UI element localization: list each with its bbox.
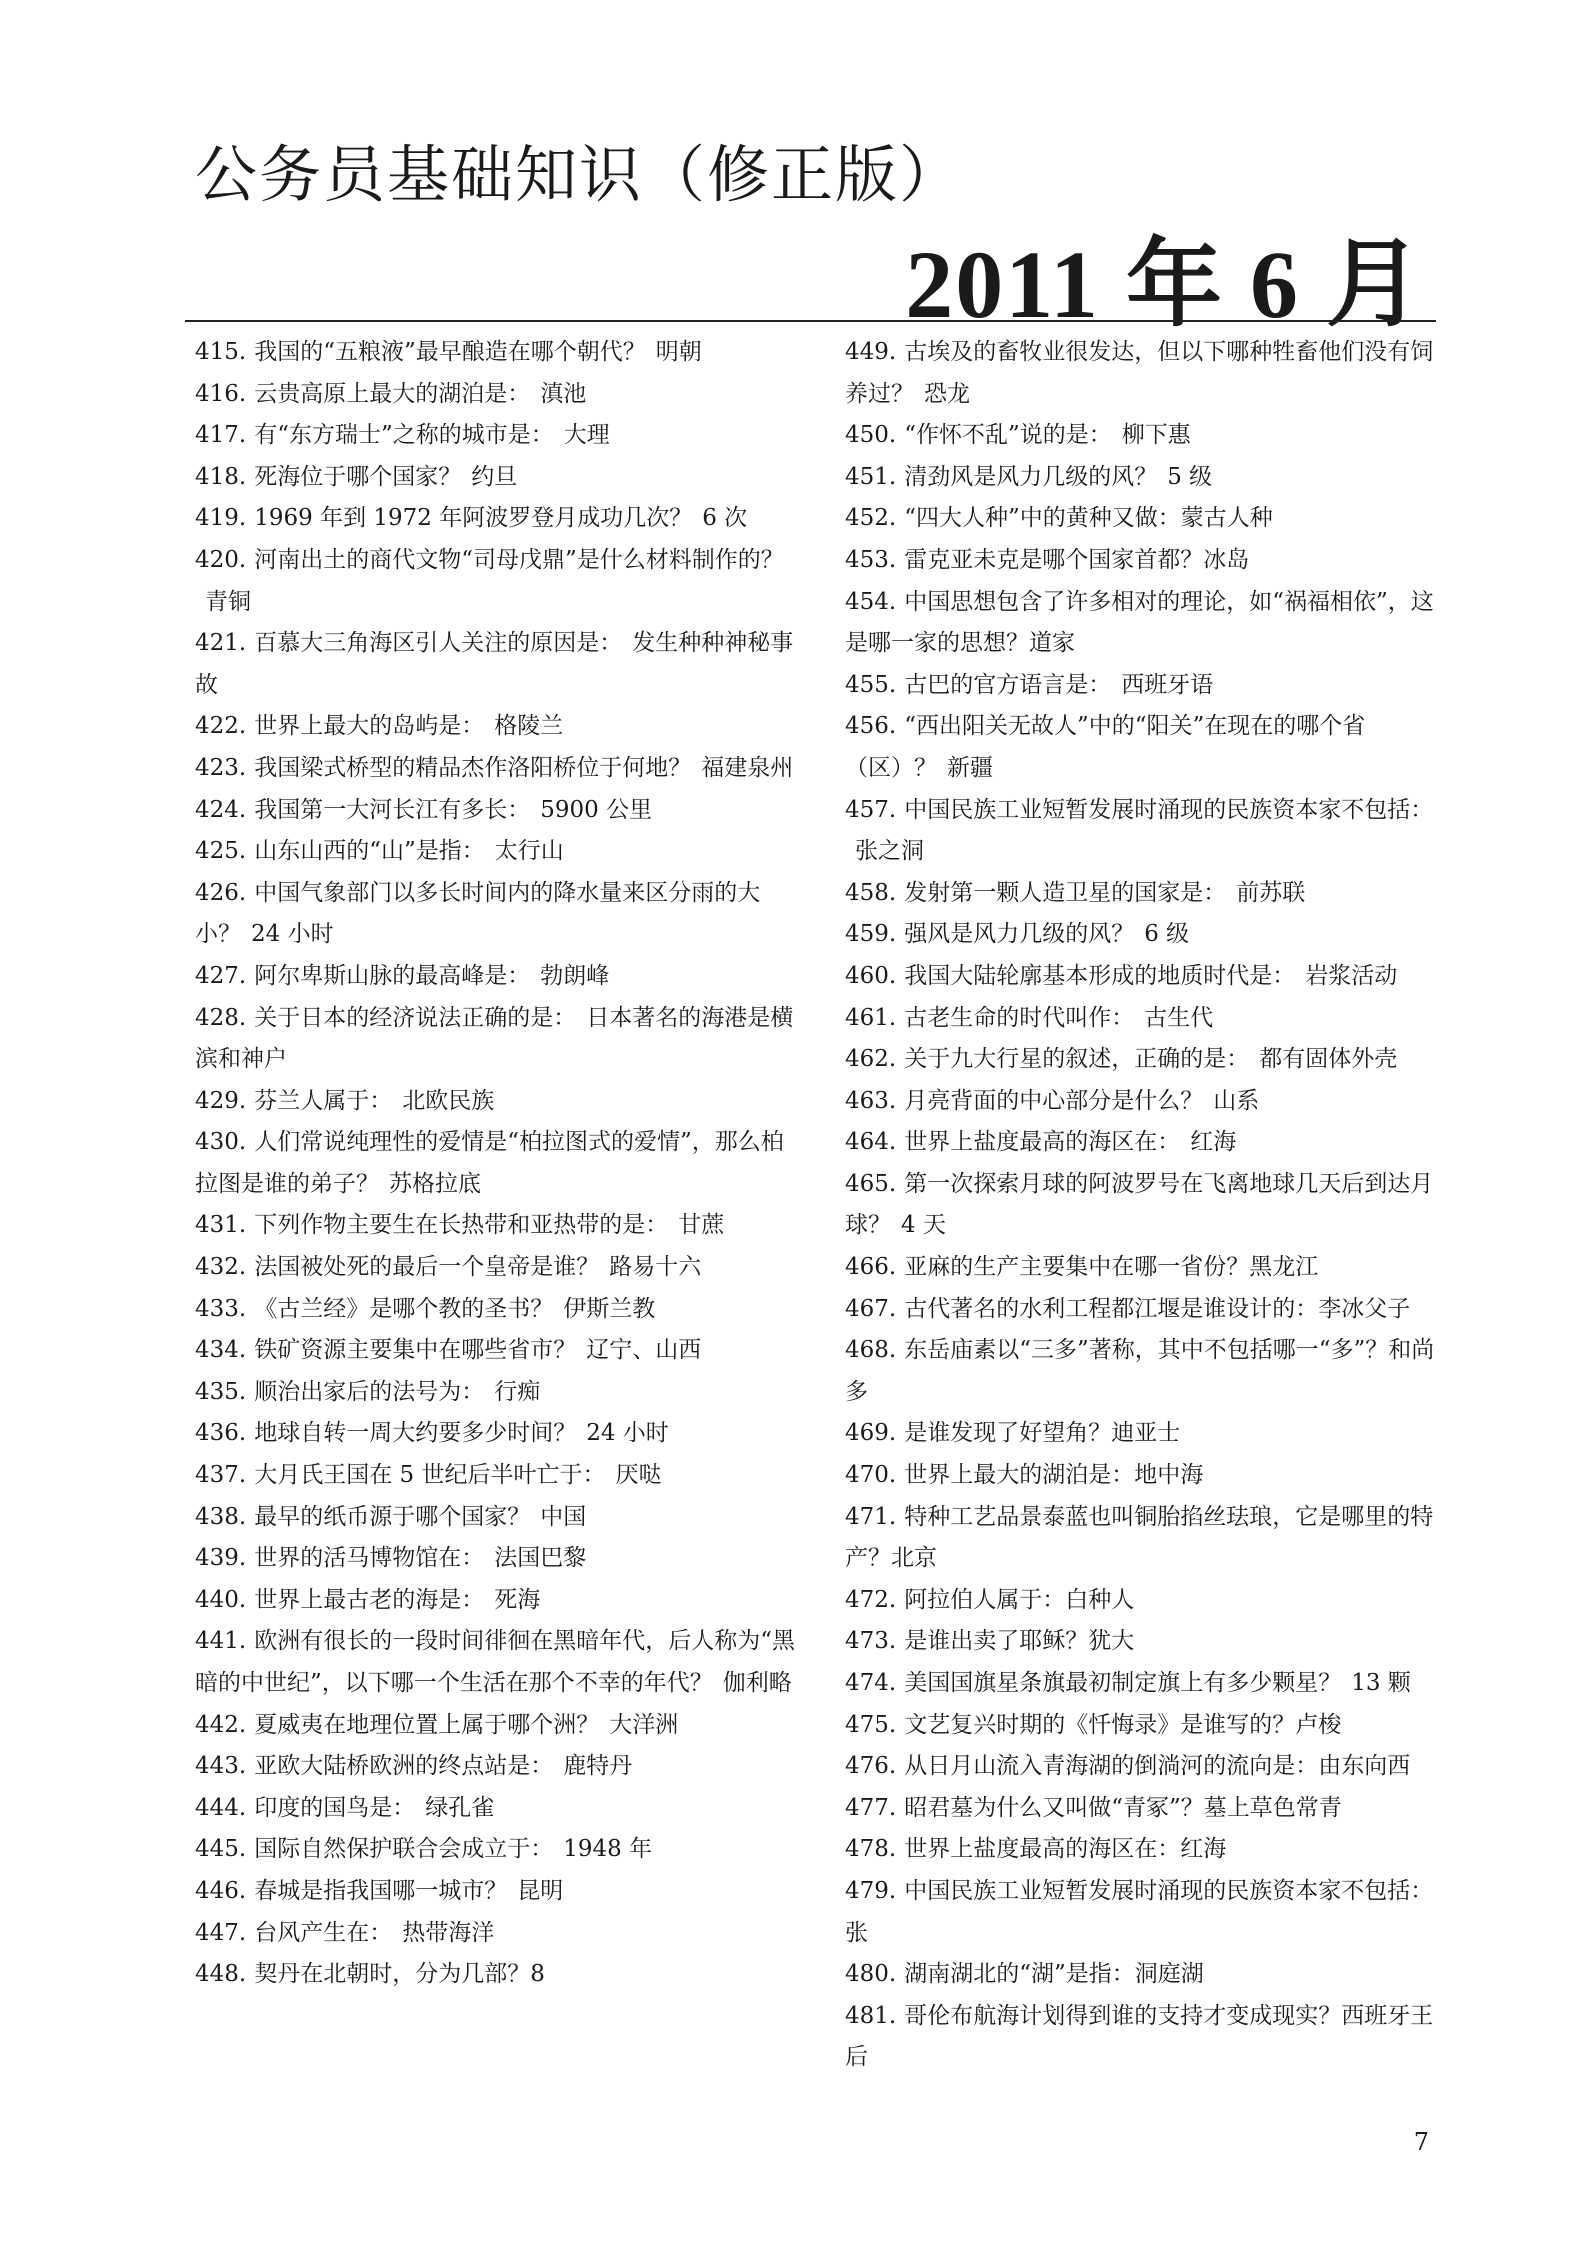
question-text: 月亮背面的中心部分是什么？: [904, 1087, 1204, 1114]
answer-text: 法国巴黎: [494, 1545, 587, 1572]
question-item: [195, 457, 795, 499]
question-item: [195, 1871, 795, 1913]
question-number: 472.: [845, 1586, 897, 1613]
answer-text: 绿孔雀: [425, 1794, 495, 1821]
question-text: “作怀不乱”说的是：: [904, 422, 1112, 449]
question-text: 我国的“五粮液”最早酿造在哪个朝代？: [254, 339, 646, 365]
question-item: [845, 1788, 1445, 1830]
question-number: 477.: [845, 1794, 897, 1821]
question-text: 芬兰人属于：: [254, 1087, 393, 1114]
question-number: 468.: [845, 1337, 897, 1364]
question-item: [845, 1122, 1445, 1164]
question-item: [195, 1247, 795, 1289]
question-text: 第一次探索月球的阿波罗号在飞离地球几天后到达月球？: [845, 1170, 1434, 1239]
question-text: 阿拉伯人属于：白种人: [904, 1586, 1135, 1613]
answer-text: 24 小时: [586, 1420, 669, 1447]
question-number: 450.: [845, 422, 897, 449]
question-item: [195, 1122, 795, 1205]
answer-text: 恐龙: [924, 380, 970, 407]
question-text: 台风产生在：: [254, 1919, 393, 1946]
question-item: [845, 1954, 1445, 1996]
question-number: 481.: [845, 2002, 897, 2029]
question-item: [845, 1289, 1445, 1331]
question-number: 423.: [195, 754, 247, 781]
question-item: [195, 623, 795, 706]
question-number: 471.: [845, 1503, 897, 1530]
question-text: 下列作物主要生在长热带和亚热带的是：: [254, 1212, 669, 1239]
answer-text: 滇池: [540, 380, 587, 407]
question-item: [195, 374, 795, 416]
question-item: [195, 1455, 795, 1497]
answer-text: 张之洞: [855, 838, 924, 865]
question-text: 中国民族工业短暂发展时涌现的民族资本家不包括：: [904, 796, 1434, 823]
question-number: 469.: [845, 1420, 897, 1447]
question-number: 420.: [195, 546, 247, 573]
question-number: 426.: [195, 879, 247, 906]
question-number: 419.: [195, 505, 247, 532]
question-text: 春城是指我国哪一城市？: [254, 1877, 508, 1904]
answer-text: 苏格拉底: [389, 1170, 481, 1197]
question-text: 亚欧大陆桥欧洲的终点站是：: [254, 1753, 554, 1780]
question-number: 446.: [195, 1877, 247, 1904]
question-text: 我国第一大河长江有多长：: [254, 796, 531, 823]
question-number: 455.: [845, 671, 897, 698]
answer-text: 古生代: [1144, 1004, 1214, 1031]
question-item: [845, 1497, 1445, 1580]
answer-text: 新疆: [947, 754, 993, 781]
question-text: 法国被处死的最后一个皇帝是谁？: [254, 1254, 600, 1281]
question-number: 432.: [195, 1254, 247, 1281]
question-text: 古代著名的水利工程都江堰是谁设计的：李冰父子: [904, 1295, 1411, 1322]
question-item: [195, 956, 795, 998]
answer-text: 伽利略: [722, 1670, 792, 1696]
question-item: [845, 956, 1445, 998]
question-item: [195, 1913, 795, 1955]
question-item: [845, 1164, 1445, 1247]
answer-text: 明朝: [655, 339, 702, 365]
question-number: 478.: [845, 1836, 897, 1863]
question-text: 中国气象部门以多长时间内的降水量来区分雨的大小？: [195, 879, 761, 948]
answer-text: 都有固体外壳: [1259, 1046, 1398, 1073]
question-number: 422.: [195, 713, 247, 740]
question-number: 437.: [195, 1462, 247, 1489]
question-item: [845, 1621, 1445, 1663]
question-number: 445.: [195, 1836, 247, 1863]
question-item: [195, 1289, 795, 1331]
answer-text: 甘蔗: [678, 1212, 725, 1239]
question-item: [845, 332, 1445, 415]
question-text: 印度的国鸟是：: [254, 1794, 416, 1821]
question-item: [845, 1455, 1445, 1497]
document-title: 公务员基础知识（修正版）: [195, 138, 964, 211]
answer-text: 中国: [540, 1503, 587, 1530]
answer-text: 6 次: [702, 505, 748, 532]
question-item: [845, 873, 1445, 915]
question-number: 417.: [195, 422, 247, 449]
question-text: 特种工艺品景泰蓝也叫铜胎掐丝珐琅，它是哪里的特产？北京: [845, 1503, 1434, 1572]
question-item: [845, 1081, 1445, 1123]
question-text: 世界上盐度最高的海区在：: [904, 1129, 1181, 1156]
question-number: 456.: [845, 713, 897, 740]
question-number: 433.: [195, 1295, 247, 1322]
question-item: [845, 914, 1445, 956]
answer-text: 太行山: [494, 838, 564, 865]
question-number: 475.: [845, 1711, 897, 1738]
answer-text: 辽宁、山西: [586, 1337, 702, 1364]
question-number: 436.: [195, 1420, 247, 1447]
question-number: 452.: [845, 505, 897, 532]
question-item: [195, 1621, 795, 1704]
question-item: [845, 498, 1445, 540]
question-number: 435.: [195, 1378, 247, 1405]
question-number: 459.: [845, 921, 897, 948]
question-text: 契丹在北朝时，分为几部？8: [254, 1961, 545, 1988]
question-number: 440.: [195, 1586, 247, 1613]
question-text: 国际自然保护联合会成立于：: [254, 1836, 554, 1863]
document-date: 2011 年 6 月: [905, 231, 1424, 338]
question-number: 451.: [845, 463, 897, 490]
answer-text: 发生种种神秘事故: [195, 630, 794, 698]
question-number: 458.: [845, 879, 897, 906]
question-number: 462.: [845, 1046, 897, 1073]
question-text: 地球自转一周大约要多少时间？: [254, 1420, 577, 1447]
question-number: 424.: [195, 796, 247, 823]
question-item: [195, 1081, 795, 1123]
question-item: [845, 1996, 1445, 2079]
answer-text: 岩浆活动: [1305, 962, 1398, 989]
question-text: 古老生命的时代叫作：: [904, 1004, 1135, 1031]
answer-text: 伊斯兰教: [563, 1295, 656, 1322]
question-item: [195, 706, 795, 748]
question-number: 425.: [195, 838, 247, 865]
question-text: 世界上最大的湖泊是：地中海: [904, 1462, 1204, 1489]
answer-text: 1948 年: [563, 1836, 653, 1863]
question-item: [845, 457, 1445, 499]
question-text: 昭君墓为什么又叫做“青冢”？墓上草色常青: [904, 1794, 1342, 1821]
question-text: 古巴的官方语言是：: [904, 671, 1112, 698]
answer-text: 大洋洲: [609, 1711, 679, 1738]
question-text: 中国民族工业短暂发展时涌现的民族资本家不包括：张: [845, 1877, 1434, 1946]
question-number: 416.: [195, 380, 247, 407]
question-number: 418.: [195, 463, 247, 490]
question-text: 《古兰经》是哪个教的圣书？: [254, 1295, 554, 1322]
question-number: 457.: [845, 796, 897, 823]
question-text: 是谁发现了好望角？迪亚士: [904, 1420, 1181, 1447]
question-item: [195, 540, 795, 623]
answer-text: 厌哒: [615, 1462, 662, 1489]
question-number: 439.: [195, 1545, 247, 1572]
question-text: 1969 年到 1972 年阿波罗登月成功几次？: [254, 505, 693, 532]
question-number: 431.: [195, 1212, 247, 1239]
question-item: [845, 790, 1445, 873]
question-item: [195, 1205, 795, 1247]
question-item: [195, 1538, 795, 1580]
question-number: 474.: [845, 1670, 897, 1696]
answer-text: 鹿特丹: [563, 1753, 633, 1780]
question-item: [195, 790, 795, 832]
answer-text: 青铜: [205, 588, 251, 615]
question-item: [845, 1580, 1445, 1622]
question-text: 东岳庙素以“三多”著称，其中不包括哪一“多”？和尚多: [845, 1337, 1435, 1405]
answer-text: 约旦: [471, 463, 518, 490]
answer-text: 5 级: [1167, 463, 1213, 490]
answer-text: 5900 公里: [540, 796, 653, 823]
question-text: 湖南湖北的“湖”是指：洞庭湖: [904, 1961, 1204, 1988]
question-number: 447.: [195, 1919, 247, 1946]
question-item: [195, 873, 795, 956]
question-text: 发射第一颗人造卫星的国家是：: [904, 879, 1227, 906]
answer-text: 前苏联: [1236, 879, 1306, 906]
question-item: [845, 1871, 1445, 1954]
question-item: [195, 1705, 795, 1747]
question-item: [845, 1039, 1445, 1081]
question-number: 438.: [195, 1503, 247, 1530]
question-number: 442.: [195, 1711, 247, 1738]
answer-text: 格陵兰: [494, 713, 564, 740]
question-number: 467.: [845, 1295, 897, 1322]
question-number: 441.: [195, 1628, 247, 1655]
question-item: [195, 415, 795, 457]
question-item: [195, 1330, 795, 1372]
question-text: 夏威夷在地理位置上属于哪个洲？: [254, 1711, 600, 1738]
question-item: [195, 1954, 795, 1996]
question-item: [845, 1746, 1445, 1788]
question-item: [845, 540, 1445, 582]
question-number: 454.: [845, 588, 897, 615]
answer-text: 6 级: [1144, 921, 1190, 948]
question-number: 460.: [845, 962, 897, 989]
question-item: [845, 1829, 1445, 1871]
answer-text: 勃朗峰: [540, 962, 610, 989]
question-item: [845, 706, 1445, 789]
question-text: 我国大陆轮廓基本形成的地质时代是：: [904, 962, 1296, 989]
question-text: 大月氏王国在 5 世纪后半叶亡于：: [254, 1462, 606, 1489]
question-text: 雷克亚未克是哪个国家首都？冰岛: [904, 546, 1250, 573]
question-text: 古埃及的畜牧业很发达，但以下哪种牲畜他们没有饲养过？: [845, 339, 1434, 407]
question-number: 464.: [845, 1129, 897, 1156]
question-text: 山东山西的“山”是指：: [254, 838, 485, 865]
question-number: 473.: [845, 1628, 897, 1655]
answer-text: 山系: [1213, 1087, 1260, 1114]
question-text: 美国国旗星条旗最初制定旗上有多少颗星？: [904, 1670, 1342, 1696]
question-number: 415.: [195, 339, 247, 365]
question-item: [195, 1829, 795, 1871]
question-number: 476.: [845, 1753, 897, 1780]
question-number: 430.: [195, 1129, 247, 1156]
question-number: 444.: [195, 1794, 247, 1821]
question-text: 河南出土的商代文物“司母戊鼎”是什么材料制作的？: [254, 546, 784, 573]
question-text: 强风是风力几级的风？: [904, 921, 1135, 948]
question-item: [845, 415, 1445, 457]
question-number: 461.: [845, 1004, 897, 1031]
question-text: 死海位于哪个国家？: [254, 463, 462, 490]
question-text: 是谁出卖了耶稣？犹大: [904, 1628, 1135, 1655]
answer-text: 大理: [563, 422, 610, 449]
question-number: 427.: [195, 962, 247, 989]
question-number: 434.: [195, 1337, 247, 1364]
answer-text: 柳下惠: [1121, 422, 1191, 449]
question-text: 文艺复兴时期的《忏悔录》是谁写的？卢梭: [904, 1711, 1342, 1738]
question-text: 铁矿资源主要集中在哪些省市？: [254, 1337, 577, 1364]
question-text: 关于九大行星的叙述，正确的是：: [904, 1046, 1250, 1073]
question-number: 466.: [845, 1254, 897, 1281]
question-item: [845, 665, 1445, 707]
question-text: 我国梁式桥型的精品杰作洛阳桥位于何地？: [254, 754, 692, 781]
question-item: [845, 582, 1445, 665]
question-item: [195, 831, 795, 873]
question-text: 顺治出家后的法号为：: [254, 1378, 485, 1405]
answer-text: 红海: [1190, 1129, 1237, 1156]
question-number: 470.: [845, 1462, 897, 1489]
answer-text: 北欧民族: [402, 1087, 495, 1114]
question-text: 欧洲有很长的一段时间徘徊在黑暗年代，后人称为“黑暗的中世纪”，以下哪一个生活在那个不幸的年代？: [195, 1628, 795, 1696]
answer-text: 路易十六: [609, 1254, 702, 1281]
question-columns: [195, 332, 1445, 2079]
page-number: 7: [1413, 2128, 1429, 2156]
question-text: 世界上最大的岛屿是：: [254, 713, 485, 740]
question-text: 亚麻的生产主要集中在哪一省份？黑龙江: [904, 1254, 1319, 1281]
answer-text: 死海: [494, 1586, 541, 1613]
question-item: [845, 1413, 1445, 1455]
right-column: [845, 332, 1445, 2079]
question-number: 443.: [195, 1753, 247, 1780]
question-text: 云贵高原上最大的湖泊是：: [254, 380, 531, 407]
question-number: 421.: [195, 630, 247, 657]
left-column: [195, 332, 795, 2079]
answer-text: 福建泉州: [701, 754, 794, 781]
question-text: 有“东方瑞士”之称的城市是：: [254, 422, 554, 449]
question-item: [195, 1497, 795, 1539]
question-text: 世界上盐度最高的海区在：红海: [904, 1836, 1227, 1863]
question-text: 关于日本的经济说法正确的是：: [254, 1004, 577, 1031]
question-item: [195, 498, 795, 540]
question-number: 465.: [845, 1170, 897, 1197]
answer-text: 日本著名的海港是横滨和神户: [195, 1004, 794, 1073]
question-text: 清劲风是风力几级的风？: [904, 463, 1158, 490]
question-text: 百慕大三角海区引人关注的原因是：: [254, 630, 623, 657]
question-item: [195, 998, 795, 1081]
question-text: 哥伦布航海计划得到谁的支持才变成现实？西班牙王后: [845, 2002, 1434, 2071]
question-text: “四大人种”中的黄种又做：蒙古人种: [904, 505, 1273, 532]
question-item: [845, 1330, 1445, 1413]
question-number: 453.: [845, 546, 897, 573]
question-text: 从日月山流入青海湖的倒淌河的流向是：由东向西: [904, 1753, 1411, 1780]
question-number: 449.: [845, 339, 897, 365]
question-item: [195, 1372, 795, 1414]
question-text: 最早的纸币源于哪个国家？: [254, 1503, 531, 1530]
header-divider: [185, 320, 1436, 322]
question-number: 429.: [195, 1087, 247, 1114]
question-item: [845, 998, 1445, 1040]
question-item: [845, 1705, 1445, 1747]
question-text: “西出阳关无故人”中的“阳关”在现在的哪个省（区）？: [845, 713, 1366, 781]
question-item: [195, 1413, 795, 1455]
question-number: 448.: [195, 1961, 247, 1988]
question-text: 中国思想包含了许多相对的理论，如“祸福相依”，这是哪一家的思想？道家: [845, 588, 1434, 657]
answer-text: 4 天: [901, 1212, 946, 1239]
question-item: [845, 1663, 1445, 1705]
question-item: [195, 748, 795, 790]
answer-text: 西班牙语: [1121, 671, 1214, 698]
question-text: 人们常说纯理性的爱情是“柏拉图式的爱情”，那么柏拉图是谁的弟子？: [195, 1129, 784, 1197]
answer-text: 行痴: [494, 1378, 541, 1405]
answer-text: 昆明: [517, 1877, 564, 1904]
answer-text: 13 颗: [1351, 1670, 1411, 1696]
answer-text: 热带海洋: [402, 1919, 495, 1946]
question-text: 阿尔卑斯山脉的最高峰是：: [254, 962, 531, 989]
question-item: [195, 1580, 795, 1622]
question-item: [195, 1788, 795, 1830]
question-number: 480.: [845, 1961, 897, 1988]
question-item: [195, 1746, 795, 1788]
question-item: [195, 332, 795, 374]
answer-text: 24 小时: [251, 921, 334, 948]
question-item: [845, 1247, 1445, 1289]
question-number: 479.: [845, 1877, 897, 1904]
question-text: 世界的活马博物馆在：: [254, 1545, 485, 1572]
question-number: 463.: [845, 1087, 897, 1114]
question-text: 世界上最古老的海是：: [254, 1586, 485, 1613]
question-number: 428.: [195, 1004, 247, 1031]
